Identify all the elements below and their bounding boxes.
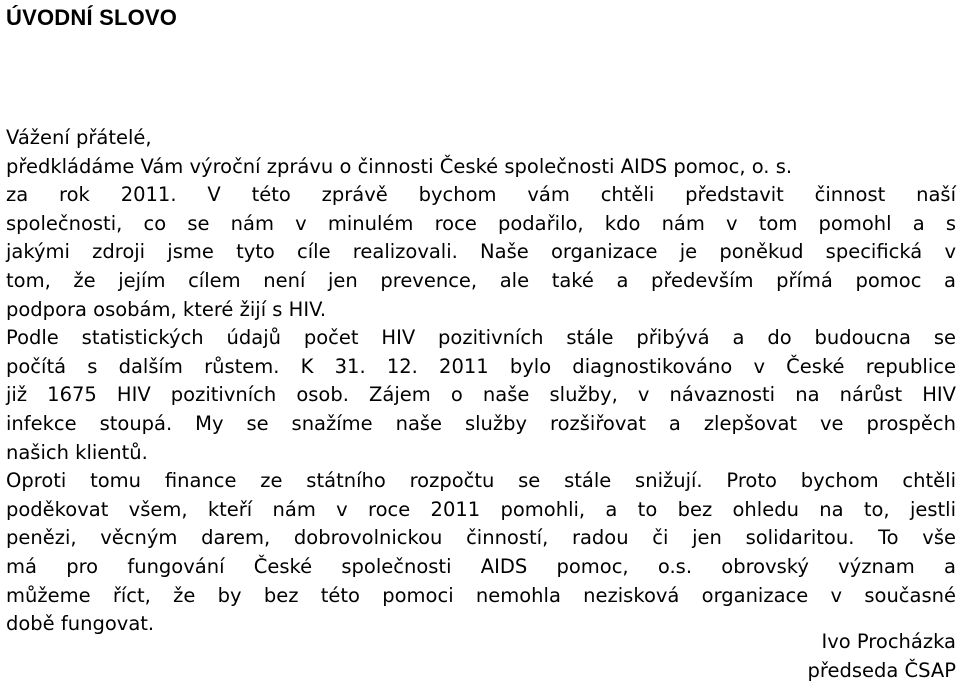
document-page bbox=[6, 0, 956, 686]
signature-block bbox=[808, 628, 956, 685]
page-title: ÚVODNÍ SLOVO bbox=[6, 5, 178, 30]
body-line: penězi, věcným darem, dobrovolnickou činností, radou či jen solidaritou. To vše bbox=[6, 526, 956, 550]
body-line: poděkovat všem, kteří nám v roce 2011 pomohli, a to bez ohledu na to, jestli bbox=[6, 497, 956, 521]
body-line: již 1675 HIV pozitivních osob. Zájem o naše služby, v návaznosti na nárůst HIV bbox=[6, 383, 956, 407]
body-line: společnosti, co se nám v minulém roce podařilo, kdo nám v tom pomohl a s bbox=[6, 211, 956, 235]
signature-role: předseda ČSAP bbox=[807, 658, 956, 682]
body-line: podpora osobám, které žijí s HIV. bbox=[6, 297, 327, 321]
body-line: době fungovat. bbox=[6, 612, 155, 636]
body-line: počítá s dalším růstem. K 31. 12. 2011 bylo diagnostikováno v České republice bbox=[6, 354, 956, 378]
body-line: jakými zdroji jsme tyto cíle realizovali. Naše organizace je poněkud specifická v bbox=[6, 240, 956, 264]
signature-name: Ivo Procházka bbox=[821, 630, 956, 653]
body-line: Podle statistických údajů počet HIV pozitivních stále přibývá a do budoucna se bbox=[6, 326, 956, 350]
body-line: našich klientů. bbox=[6, 440, 148, 464]
body-line: můžeme říct, že by bez této pomoci nemohla nezisková organizace v současné bbox=[6, 583, 956, 607]
body-line: tom, že jejím cílem není jen prevence, ale také a především přímá pomoc a bbox=[6, 268, 956, 292]
body-line: Oproti tomu finance ze státního rozpočtu se stále snižují. Proto bychom chtěli bbox=[6, 469, 956, 493]
body-line: Vážení přátelé, bbox=[6, 126, 152, 149]
letter-body bbox=[6, 124, 956, 639]
body-line: infekce stoupá. My se snažíme naše služby rozšiřovat a zlepšovat ve prospěch bbox=[6, 411, 956, 435]
body-line: za rok 2011. V této zprávě bychom vám chtěli představit činnost naší bbox=[6, 183, 956, 207]
body-line: má pro fungování České společnosti AIDS pomoc, o.s. obrovský význam a bbox=[6, 554, 956, 578]
body-line: předkládáme Vám výroční zprávu o činnosti České společnosti AIDS pomoc, o. s. bbox=[6, 154, 793, 178]
